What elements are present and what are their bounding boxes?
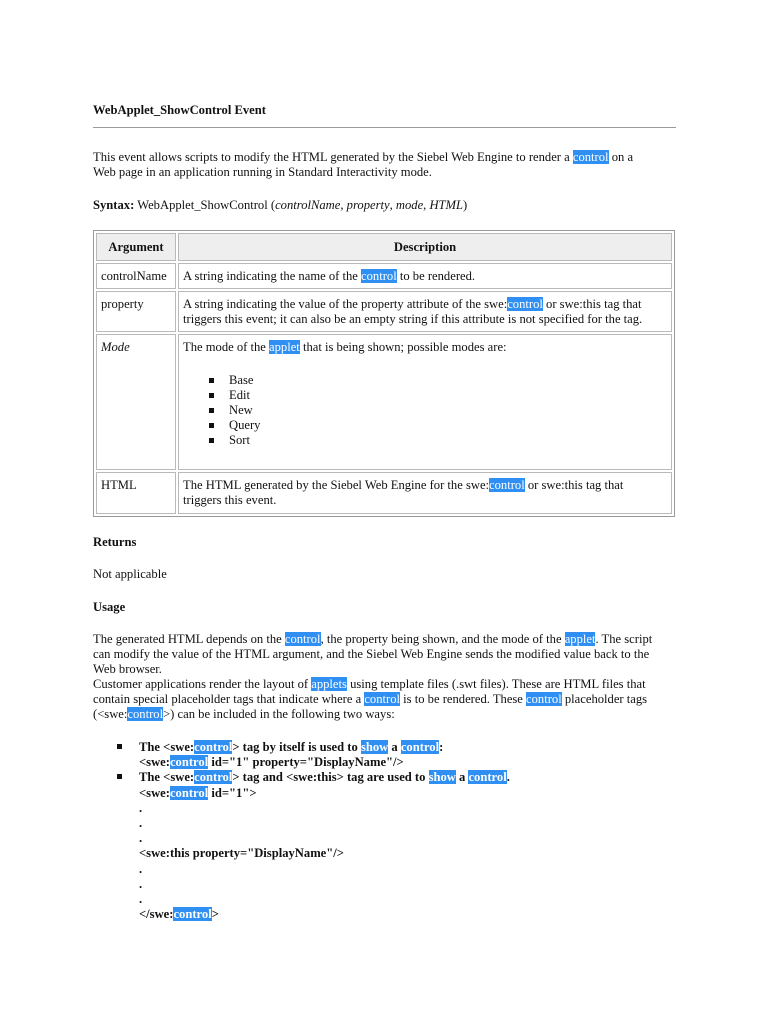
cell-text-line-2: triggers this event. (183, 493, 277, 507)
mode-label: Query (229, 418, 261, 432)
square-bullet-icon (209, 378, 214, 383)
code-dot: . (139, 831, 143, 846)
syntax-line (93, 198, 467, 213)
cell-text: The mode of the (183, 340, 270, 354)
square-bullet-icon (209, 438, 214, 443)
usage-line: can modify the value of the HTML argument, and the Siebel Web Engine sends the modified value back to the (93, 647, 650, 661)
cell-text: or swe:this tag that (542, 297, 642, 311)
intro-line-2: Web page in an application running in Standard Interactivity mode. (93, 165, 432, 179)
cell-text: The HTML generated by the Siebel Web Engine for the swe: (183, 478, 490, 492)
table-header-description: Description (178, 233, 672, 261)
mode-label: Sort (229, 433, 250, 447)
cell-text: to be rendered. (396, 269, 476, 283)
usage-text: placeholder tags (561, 692, 648, 706)
code-text: > (211, 907, 219, 922)
square-bullet-icon (209, 393, 214, 398)
returns-text: Not applicable (93, 567, 167, 581)
syntax-label: Syntax: (93, 198, 135, 212)
highlight-control: control (194, 770, 233, 785)
highlight-control: control (400, 740, 440, 754)
code-dot: . (139, 861, 143, 876)
page-title: WebApplet_ShowControl Event (93, 103, 266, 117)
bullet-list (139, 740, 510, 922)
bullet-text: a (388, 740, 401, 754)
mode-label: Base (229, 373, 254, 387)
syntax-arg-mode: mode (395, 198, 424, 212)
intro-text: This event allows scripts to modify the HTML generated by the Siebel Web Engine to render a (93, 150, 573, 164)
table-row-html-arg: HTML (96, 472, 176, 514)
highlight-control: control (361, 269, 397, 283)
code-line (139, 786, 510, 801)
usage-text: Customer applications render the layout of (93, 677, 312, 691)
cell-text: A string indicating the value of the property attribute of the swe: (183, 297, 508, 311)
bullet-text: > tag by itself is used to (232, 740, 361, 754)
code-text: id="1"> (208, 785, 257, 800)
code-dot: . (139, 816, 143, 831)
usage-paragraph (93, 632, 693, 722)
mode-label: New (229, 403, 253, 417)
square-bullet-icon (117, 774, 122, 779)
code-text: <swe: (139, 785, 170, 800)
mode-label: Edit (229, 388, 250, 402)
highlight-control: control (169, 755, 209, 770)
table-row-property-desc (178, 291, 672, 332)
usage-text: using template files (.swt files). These are HTML files that (346, 677, 646, 691)
square-bullet-icon (209, 423, 214, 428)
highlight-control: control (364, 692, 401, 706)
code-line (139, 755, 510, 770)
table-row-property-arg: property (96, 291, 176, 332)
highlight-control: control (173, 907, 212, 922)
highlight-applets: applets (311, 677, 347, 691)
usage-line: Web browser. (93, 662, 162, 676)
usage-text: >) can be included in the following two ways: (163, 707, 395, 721)
highlight-applet: applet (564, 632, 596, 646)
code-dot: . (139, 892, 143, 907)
highlight-control: control (127, 707, 164, 721)
syntax-arg-property: property (346, 198, 390, 212)
title-divider (93, 127, 676, 128)
cell-text: A string indicating the name of the (183, 269, 362, 283)
code-text: <swe: (139, 755, 170, 770)
highlight-applet: applet (269, 340, 300, 354)
usage-text: The generated HTML depends on the (93, 632, 285, 646)
table-row-controlname-desc (178, 263, 672, 289)
bullet-text: a (455, 770, 469, 785)
code-line: <swe:this property="DisplayName"/> (139, 846, 344, 861)
syntax-sep: , (389, 198, 396, 212)
bullet-text: . (506, 770, 510, 785)
code-text: </swe: (139, 907, 174, 922)
table-header-argument: Argument (96, 233, 176, 261)
square-bullet-icon (209, 408, 214, 413)
modes-list (229, 373, 667, 448)
mode-item (229, 418, 667, 433)
bullet-text: The <swe: (139, 770, 195, 785)
highlight-control: control (169, 785, 209, 800)
mode-item (229, 433, 667, 448)
mode-item (229, 388, 667, 403)
highlight-show: show (360, 740, 389, 754)
mode-item (229, 403, 667, 418)
usage-heading: Usage (93, 600, 126, 614)
bullet-text: The <swe: (139, 740, 195, 754)
bullet-text: : (439, 740, 444, 754)
code-line (139, 907, 510, 922)
highlight-control: control (507, 297, 543, 311)
code-dot: . (139, 876, 143, 891)
highlight-control: control (572, 150, 609, 164)
mode-item (229, 373, 667, 388)
table-row-mode-desc (178, 334, 672, 470)
highlight-show: show (428, 770, 456, 785)
cell-text: that is being shown; possible modes are: (299, 340, 507, 354)
table-row-controlname-arg: controlName (96, 263, 176, 289)
usage-text: is to be rendered. These (400, 692, 527, 706)
cell-text: or swe:this tag that (524, 478, 624, 492)
syntax-arg-html: HTML (429, 198, 464, 212)
arguments-table (93, 230, 675, 517)
table-row-html-desc (178, 472, 672, 514)
cell-text-line-2: triggers this event; it can also be an empty string if this attribute is not specified for the tag. (183, 312, 643, 326)
bullet-item-1 (139, 740, 510, 755)
highlight-control: control (526, 692, 562, 706)
syntax-close: ) (463, 198, 468, 212)
bullet-item-2 (139, 770, 510, 785)
highlight-control: control (468, 770, 507, 785)
table-row-mode-arg: Mode (96, 334, 176, 470)
syntax-sep: , (340, 198, 347, 212)
usage-text: . The script (595, 632, 653, 646)
highlight-control: control (284, 632, 321, 646)
syntax-sep: , (423, 198, 430, 212)
code-text: id="1" property="DisplayName"/> (208, 755, 404, 770)
code-dot: . (139, 800, 143, 815)
square-bullet-icon (117, 744, 122, 749)
returns-heading: Returns (93, 535, 137, 549)
highlight-control: control (489, 478, 525, 492)
syntax-function: WebApplet_ShowControl ( (134, 198, 276, 212)
usage-text: , the property being shown, and the mode of the (320, 632, 565, 646)
highlight-control: control (194, 740, 233, 754)
intro-paragraph (93, 150, 693, 180)
syntax-arg-controlname: controlName (275, 198, 341, 212)
usage-text: contain special placeholder tags that indicate where a (93, 692, 365, 706)
bullet-text: > tag and <swe:this> tag are used to (232, 770, 429, 785)
usage-text: (<swe: (93, 707, 128, 721)
intro-text-end: on a (608, 150, 634, 164)
